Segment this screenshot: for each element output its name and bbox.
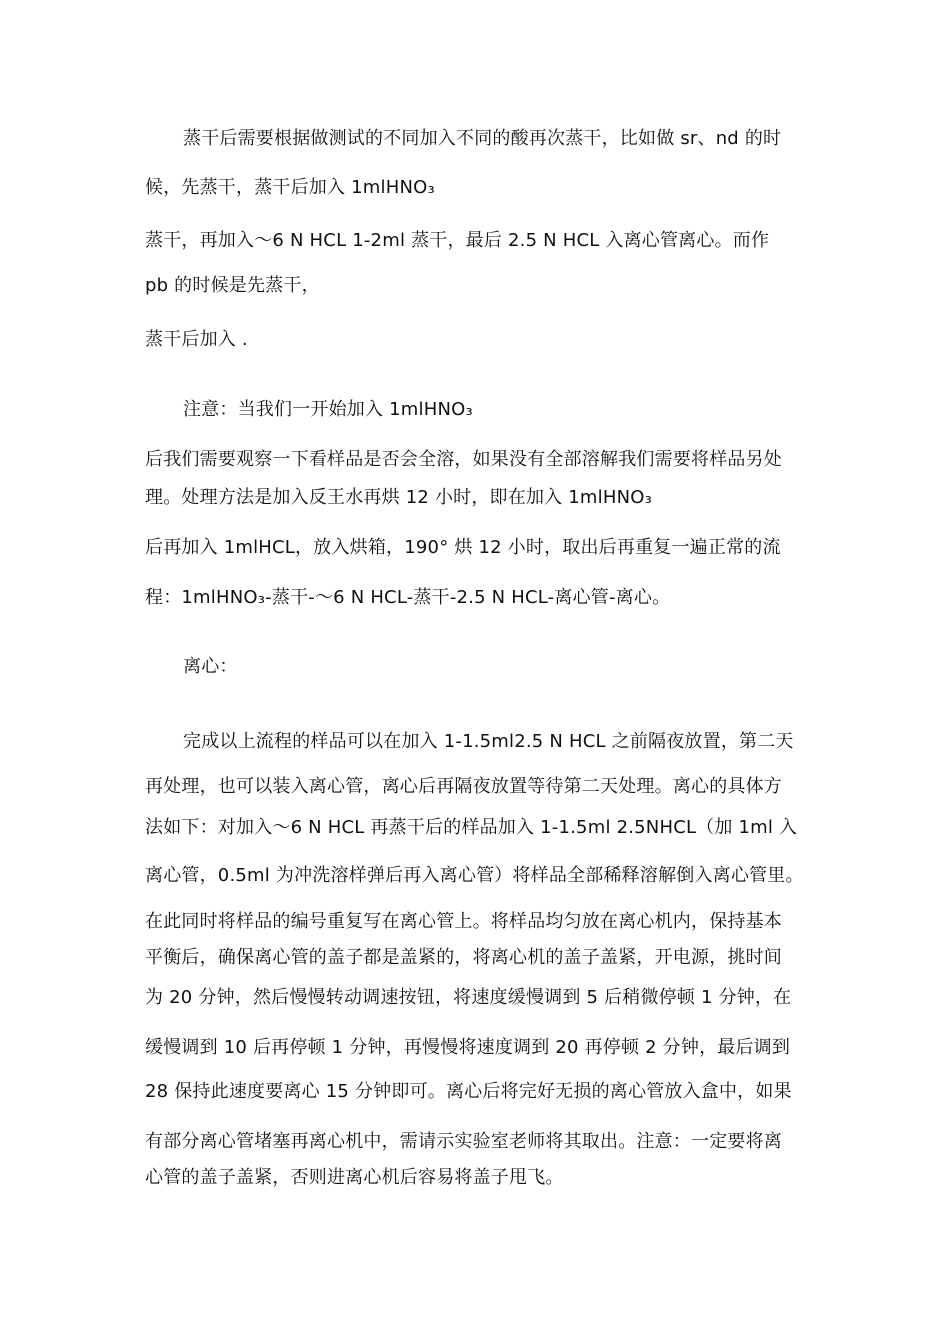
text-line: 在此同时将样品的编号重复写在离心管上。将样品均匀放在离心机内，保持基本 [145, 911, 782, 932]
text-line: 理。处理方法是加入反王水再烘 12 小时，即在加入 1mlHNO₃ [145, 487, 653, 508]
text-line: 心管的盖子盖紧，否则进离心机后容易将盖子甩飞。 [145, 1167, 564, 1188]
text-line: 完成以上流程的样品可以在加入 1-1.5ml2.5 N HCL 之前隔夜放置，第二天 [183, 731, 794, 752]
text-line: 为 20 分钟，然后慢慢转动调速按钮，将速度缓慢调到 5 后稍微停顿 1 分钟，在 [145, 987, 792, 1008]
text-line: 28 保持此速度要离心 15 分钟即可。离心后将完好无损的离心管放入盒中，如果 [145, 1081, 792, 1102]
text-line: 后再加入 1mlHCL，放入烘箱，190° 烘 12 小时，取出后再重复一遍正常的流 [145, 537, 781, 558]
text-line: 平衡后，确保离心管的盖子都是盖紧的，将离心机的盖子盖紧，开电源，挑时间 [145, 947, 782, 968]
text-line: 蒸干，再加入～6 N HCL 1-2ml 蒸干，最后 2.5 N HCL 入离心管离心。而作 [145, 230, 770, 251]
section-heading: 离心： [183, 656, 238, 677]
text-line: 法如下：对加入～6 N HCL 再蒸干后的样品加入 1-1.5ml 2.5NHCL（加 1ml 入 [145, 817, 798, 838]
text-line: 蒸干后加入 . [145, 329, 248, 350]
text-line: 离心管，0.5ml 为冲洗溶样弹后再入离心管）将样品全部稀释溶解倒入离心管里。 [145, 865, 804, 886]
text-line: 候，先蒸干，蒸干后加入 1mlHNO₃ [145, 177, 435, 198]
text-line: 缓慢调到 10 后再停顿 1 分钟，再慢慢将速度调到 20 再停顿 2 分钟，最后调到 [145, 1037, 791, 1058]
text-line: 有部分离心管堵塞再离心机中，需请示实验室老师将其取出。注意：一定要将离 [145, 1131, 782, 1152]
text-line: 程：1mlHNO₃-蒸干-～6 N HCL-蒸干-2.5 N HCL-离心管-离心。 [145, 587, 671, 608]
text-line: 再处理，也可以装入离心管，离心后再隔夜放置等待第二天处理。离心的具体方 [145, 776, 782, 797]
text-line: pb 的时候是先蒸干， [145, 275, 320, 296]
text-line: 后我们需要观察一下看样品是否会全溶，如果没有全部溶解我们需要将样品另处 [145, 449, 782, 470]
text-line: 注意：当我们一开始加入 1mlHNO₃ [183, 399, 473, 420]
text-line: 蒸干后需要根据做测试的不同加入不同的酸再次蒸干，比如做 sr、nd 的时 [183, 128, 782, 149]
